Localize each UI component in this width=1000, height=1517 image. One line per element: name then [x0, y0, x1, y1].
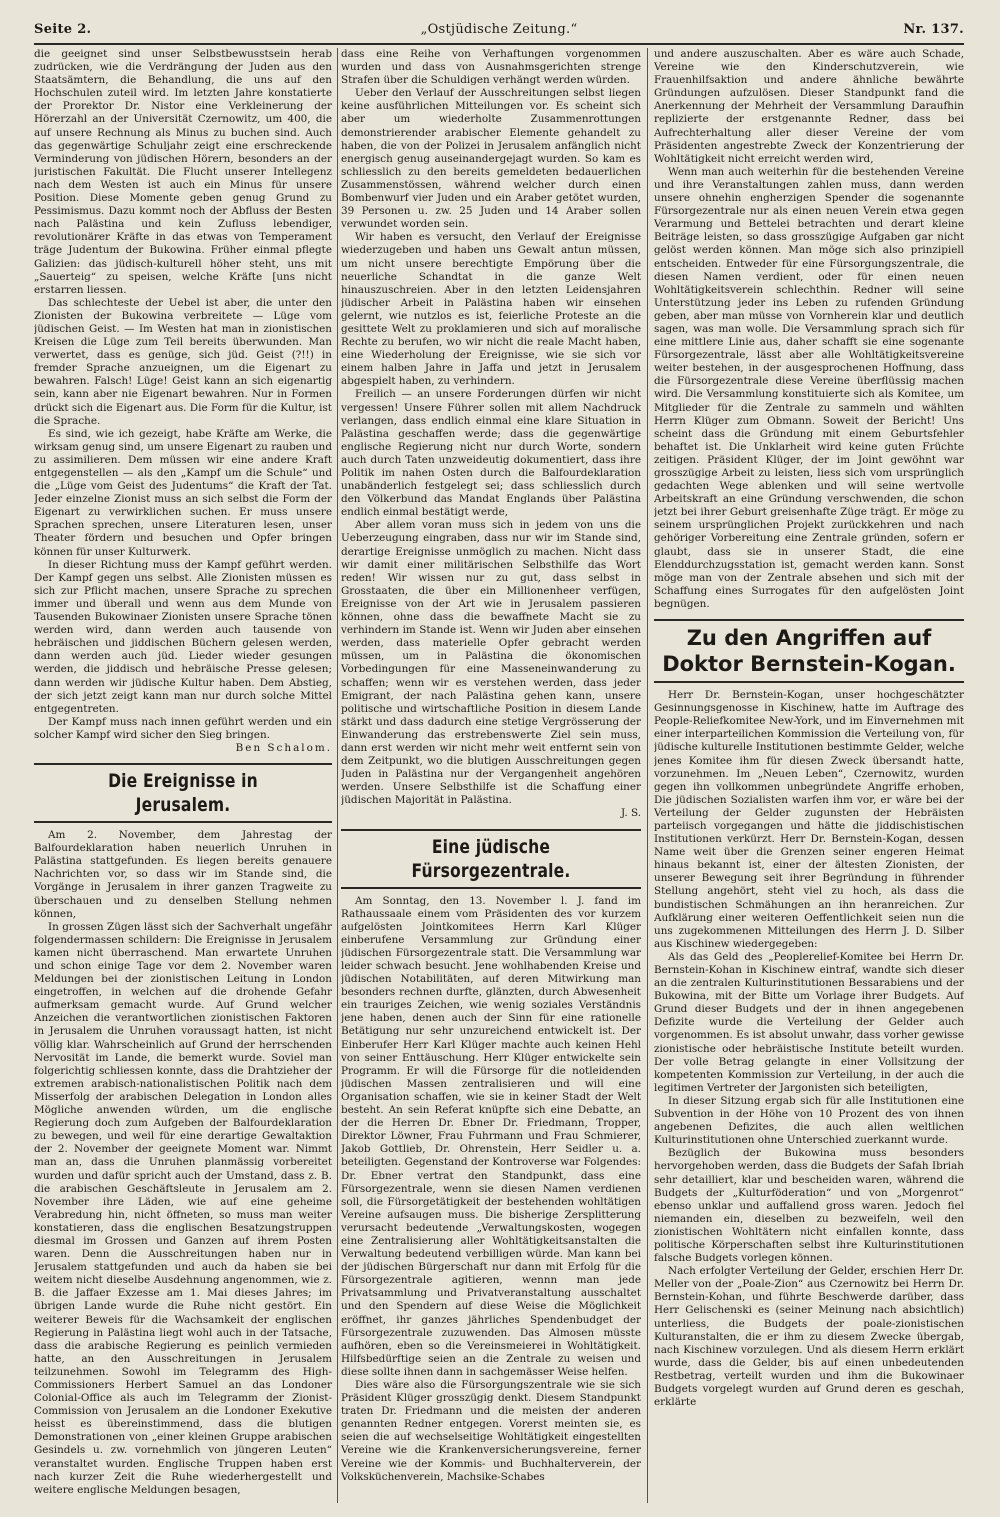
- article-title: Zu den Angriffen auf Doktor Bernstein-Kogan.: [662, 626, 956, 677]
- column-rule: [647, 48, 648, 1503]
- article-title: Die Ereignisse in Jerusalem.: [108, 770, 258, 817]
- paragraph: In dieser Richtung muss der Kampf geführt werden. Der Kampf gegen uns selbst. Alle Zionisten müssen es sich zur Pflicht machen, unsere Sprache zu sprechen immer und überall und wenn aus dem Munde von Tausenden Bukowinaer Zionisten unsere Sprache tönen werden wird, dann werden auch tausende von hebräischen und jiddischen Büchern gelesen werden, dann werden auch jüd. Lieder wieder gesungen werden, die jiddisch und hebräische Presse gelesen; dann werden wir jüdische Kultur haben. Dem Abstieg, der sich jetzt zeigt kann man nur durch solche Mittel entgegentreten.: [34, 558, 332, 715]
- paragraph: Ueber den Verlauf der Ausschreitungen selbst liegen keine ausführlichen Mitteilungen vor. Es scheint sich aber um wiederholte Zusammenrottungen demonstrierender arabischer Elemente gehandelt zu haben, die von der Polizei in Jerusalem anfänglich nicht energisch genug auseinandergejagt wurden. So kam es schliesslich zu den bereits gemeldeten bedauerlichen Zusammenstössen, während welcher durch einen Bombenwurf vier Juden und ein Araber getötet wurden, 39 Personen u. zw. 25 Juden und 14 Araber sollen verwundet worden sein.: [341, 87, 641, 231]
- paragraph: Der Kampf muss nach innen geführt werden und ein solcher Kampf wird sicher den Sieg bringen.: [34, 715, 332, 741]
- paragraph: Herr Dr. Bernstein-Kogan, unser hochgeschätzter Gesinnungsgenosse in Kischinew, hatte im Auftrage des People-Reliefkomitee New-York, und im Einvernehmen mit einer interparteilichen Kommission die Verteilung von, für jüdische kulturelle Institutionen bestimmte Gelder, welche jenes Komitee ihm für diesen Zweck übersandt hatte, vorzunehmen. Im „Neuen Leben“, Czernowitz, wurden gegen ihn vollkommen unbegründete Angriffe erhoben, Die jüdischen Sozialisten warfen ihm vor, er wäre bei der Verteilung der Gelder zugunsten der Hebräisten parteiisch vorgegangen und hätte die jiddischistischen Institutionen verkürzt. Herr Dr. Bernstein-Kogan, dessen Name weit über die Grenzen seiner engeren Heimat hinaus bekannt ist, einer der ältesten Zionisten, der unserer Bewegung seit ihrer Begründung in führender Stellung angehört, steht viel zu hoch, als dass die bundistischen Schmähungen an ihn heranreichen. Zur Aufklärung einer weiteren Oeffentlichkeit seien nun die uns zugekommenen Mitteilungen des Herrn J. D. Silber aus Kischinew wiedergegeben:: [654, 689, 964, 950]
- issue-number: Nr. 137.: [903, 22, 964, 37]
- paragraph: Das schlechteste der Uebel ist aber, die unter den Zionisten der Bukowina verbreitete — Lüge vom jüdischen Geist. — Im Westen hat man in zionistischen Kreisen die Lüge zum Teil bereits überwunden. Man verwertet, dass es genüge, sich jüd. Geist (?!!) in fremder Sprache anzueignen, um die Eigenart zu bewahren. Falsch! Lüge! Geist kann an sich eigenartig sein, kann aber nie Eigenart bewahren. Nur in Formen drückt sich die Eigenart aus. Die Form für die Kultur, ist die Sprache.: [34, 296, 332, 427]
- paragraph: Am Sonntag, den 13. November l. J. fand im Rathaussaale einem vom Präsidenten des vor kurzem aufgelösten Jointkomitees Herrn Karl Klüger einberufene Versammlung zur Gründung einer jüdischen Fürsorgezentrale statt. Die Versammlung war leider schwach besucht. Jene wohlhabenden Kreise und jüdischen Notabilitäten, auf deren Mitwirkung man besonders rechnen durfte, glänzten, durch Abwesenheit ein trauriges Zeichen, wie wenig soziales Verständnis jene haben, denen auch der Sinn für eine rationelle Betätigung nur sehr unzureichend entwickelt ist. Der Einberufer Herr Karl Klüger machte auch keinen Hehl von seiner Enttäuschung. Herr Klüger entwickelte sein Programm. Er will die Fürsorge für die notleidenden jüdischen Massen zentralisieren und will eine Organisation schaffen, wie sie in keiner Stadt der Welt besteht. An sein Referat knüpfte sich eine Debatte, an der die Herren Dr. Ebner Dr. Friedmann, Tropper, Direktor Löwner, Frau Fuhrmann und Frau Schmierer, Jakob Gottlieb, Dr. Ohrenstein, Herr Seidler u. a. beteiligten. Gegenstand der Kontroverse war Folgendes: Dr. Ebner vertrat den Standpunkt, dass eine Fürsorgezentrale, wenn sie diesen Namen verdienen soll, die Fürsorgetätigkeit der bestehenden wohltätigen Vereine aufsaugen muss. Die bisherige Zersplitterung verursacht bedeutende „Verwaltungskosten, wogegen eine Zentralisierung aller Wohltätigkeitsanstalten die Verwaltung bedeutend verbilligen würde. Man kann bei der jüdischen Bürgerschaft nur dann mit Erfolg für die Fürsorgezentrale agitieren, wennn man jede Privatsammlung und Privatveranstaltung ausschaltet und den Spendern auf diese Weise die Möglichkeit eröffnet, ihr ganzes jährliches Spendenbudget der Fürsorgezentrale zuzuwenden. Das Almosen müsste aufhören, eben so die Vereinsmeierei in Wohltätigkeit. Hilfsbedürftige seien an die Zentrale zu weisen und diese sollte ihnen dann in sachgemässer Weise helfen.: [341, 894, 641, 1378]
- paragraph: Nach erfolgter Verteilung der Gelder, erschien Herr Dr. Meller von der „Poale-Zion“ aus Czernowitz bei Herrn Dr. Bernstein-Kohan, und führte Beschwerde darüber, dass Herr Gelischenski es (seiner Meinung nach absichtlich) unterliess, die Budgets der poale-zionistischen Kulturanstalten, die er ihm zu diesem Zwecke übergab, nach Kischinew vorzulegen. Und als diesem Herrn erklärt wurde, dass die Gelder, bis auf einen unbedeutenden Restbetrag, verteilt wurden und ihm die Bukowinaer Budgets vorgelegt wurden auf Grund deren es geschah, erklärte: [654, 1265, 964, 1409]
- paragraph: In dieser Sitzung ergab sich für alle Institutionen eine Subvention in der Höhe von 10 Prozent des von ihnen angebenen Defizites, die auch allen weltlichen Kulturinstitutionen ohne Unterschied zuerkannt wurde.: [654, 1094, 964, 1147]
- column-2: [341, 48, 641, 1503]
- article-title: Eine jüdische Fürsorgezentrale.: [411, 835, 571, 882]
- paragraph: die geeignet sind unser Selbstbewusstsein herab zudrücken, wie die Verdrängung der Juden aus den Staatsämtern, die Behandlung, die uns auf den Hochschulen zuteil wird. Im letzten Jahre konstatierte der Prorektor Dr. Nistor eine Verkleinerung der Hörerzahl an der Universität Czernowitz, um 400, die auf unsere Rechnung als Minus zu buchen sind. Auch das gegenwärtige Schuljahr zeigt eine erschreckende Verminderung von jüdischen Hörern, besonders an der juristischen Fakultät. Die Flucht unserer Intellegenz nach dem Westen ist auch ein Minus für unsere Position. Diese Momente geben genug Grund zu Pessimismus. Dazu kommt noch der Abfluss der Besten nach Palästina und kein Zufluss lebendiger, revolutionärer Kräfte in das etwas von Temperament träge Judentum der Bukowina. Früher einmal pflegte Galizien: das jüdisch-kulturell höher steht, uns mit „Sauerteig“ zu speisen, welche Kräfte [uns nicht erstarren liessen.: [34, 48, 332, 296]
- paragraph: Freilich — an unsere Forderungen dürfen wir nicht vergessen! Unsere Führer sollen mit allem Nachdruck verlangen, dass endlich einmal eine klare Situation in Palästina geschaffen werde; dass die gegenwärtige englische Regierung nicht nur durch Worte, sondern auch durch Taten unzweideutig dokumentiert, dass ihre Politik im nahen Osten durch die Balfourdeklaration unabänderlich festgelegt sei; dass schliesslich durch den Völkerbund das Mandat Englands über Palästina endlich einmal bestätigt werde,: [341, 388, 641, 519]
- header-rule: [34, 43, 964, 45]
- article-heading-box: [654, 619, 964, 683]
- author-initials: J. S.: [620, 807, 641, 820]
- newspaper-title: „Ostjüdische Zeitung.“: [420, 22, 578, 37]
- column-rule: [337, 48, 338, 1503]
- paragraph: Am 2. November, dem Jahrestag der Balfourdeklaration haben neuerlich Unruhen in Palästina stattgefunden. Es liegen bereits genauere Nachrichten vor, so dass wir im Stande sind, die Vorgänge in Jerusalem in ihrer ganzen Tragweite zu überschauen und zu denselben Stellung nehmen können,: [34, 829, 332, 920]
- paragraph: Wir haben es versucht, den Verlauf der Ereignisse wiederzugeben und haben uns Gewalt antun müssen, um nicht unsere berechtigte Empörung über die neuerliche Schandtat in die ganze Welt hinauszuschreien. Aber in den letzten Leidensjahren jüdischer Arbeit in Palästina haben wir einsehen gelernt, wie nutzlos es ist, feierliche Proteste an die gesittete Welt zu proklamieren und sich auf moralische Rechte zu berufen, wo wir nicht die reale Macht haben, eine Wiederholung der Ereignisse, wie sie sich vor einem halben Jahre in Jaffa und jetzt in Jerusalem abgespielt haben, zu verhindern.: [341, 231, 641, 388]
- paragraph: Dies wäre also die Fürsorgungszentrale wie sie sich Präsident Klüger grosszügig denkt. Diesem Standpunkt traten Dr. Friedmann und die meisten der anderen genannten Redner entgegen. Vorerst meinten sie, es seien die auf wechselseitige Wohltätigkeit eingestellten Vereine wie die Krankenversicherungsvereine, ferner Vereine wie der Kommis- und Buchhalterverein, der Volksküchenverein, Machsike-Schabes: [341, 1379, 641, 1483]
- column-3: [654, 48, 964, 1503]
- paragraph: Aber allem voran muss sich in jedem von uns die Ueberzeugung eingraben, dass nur wir im Stande sind, derartige Ereignisse unmöglich zu machen. Nicht dass wir damit einer militärischen Selbsthilfe das Wort reden! Wir wissen nur zu gut, dass selbst in Grosstaaten, die über ein Millionenheer verfügen, Ereignisse von der Art wie in Jerusalem passieren können, ohne dass die bewaffnete Macht sie zu verhindern im Stande ist. Wenn wir Juden aber einsehen werden, dass materielle Opfer gebracht werden müssen, um in Palästina die ökonomischen Vorbedingungen für eine Masseneinwanderung zu schaffen; wenn wir es verstehen werden, dass jeder Emigrant, der nach Palästina gehen kann, unsere politische und wirtschaftliche Position in diesem Lande stärkt und dass dadurch eine stetige Vergrösserung der Einwanderung das erstrebenswerte Ziel sein muss, dann erst werden wir nicht mehr weit entfernt sein von dem Zeitpunkt, wo die blutigen Ausschreitungen gegen Juden in Palästina nur der Vergangenheit angehören werden. Unsere Selbsthilfe ist die Schaffung einer jüdischen Majorität in Palästina.: [341, 519, 641, 807]
- paragraph: Es sind, wie ich gezeigt, habe Kräfte am Werke, die wirksam genug sind, um unsere Eigenart zu rauben und zu assimilieren. Dem müssen wir eine andere Kraft entgegenstellen — als den „Kampf um die Schule“ und die „Lüge vom Geist des Judentums“ die Kraft der Tat. Jeder einzelne Zionist muss an sich selbst die Form der Eigenart zu verwirklichen suchen. Er muss unsere Sprachen sprechen, unsere Literaturen lesen, unser Theater fördern und besuchen und Opfer bringen können für unser Kulturwerk.: [34, 427, 332, 558]
- paragraph: In grossen Zügen lässt sich der Sachverhalt ungefähr folgendermassen schildern: Die Ereignisse in Jerusalem kamen nicht überraschend. Man erwartete Unruhen und schon einige Tage vor dem 2. November waren Meldungen bei der zionistischen Leitung in London eingetroffen, in welchen auf die drohende Gefahr aufmerksam gemacht wurde. Auf Grund welcher Anzeichen die verantwortlichen zionistischen Faktoren in Jerusalem die Unruhen voraussagt hatten, ist nicht völlig klar. Wahrscheinlich auf Grund der herrschenden Nervosität im Lande, die bemerkt wurde. Soviel man folgerichtig schliessen konnte, dass die Drahtzieher der extremen arabisch-nationalistischen Politik nach dem Misserfolg der arabischen Delegation in London alles Mögliche anwenden würden, um die englische Regierung doch zum Aufgeben der Balfourdeklaration zu bewegen, und weil für eine derartige Gewaltaktion der 2. November der geeignete Moment war. Nimmt man an, dass die Unruhen planmässig vorbereitet wurden und dafür spricht auch der Umstand, dass z. B. die arabischen Geschäftsleute in Jerusalem am 2. November ihre Läden, wie auf eine geheime Verabredung hin, nicht öffneten, so muss man weiter konstatieren, dass die englischen Besatzungstruppen diesmal im Grossen und Ganzen auf ihrem Posten waren. Denn die Ausschreitungen haben nur in Jerusalem stattgefunden und auch da haben sie bei weitem nicht dieselbe Ausdehnung angenommen, wie z. B. die Jaffaer Exzesse am 1. Mai dieses Jahres; im übrigen Lande wurde die Ruhe nicht gestört. Ein weiterer Beweis für die Wachsamkeit der englischen Regierung in Palästina liegt wohl auch in der Tatsache, dass die arabische Regierung es peinlich vermieden hatte, an den Ausschreitungen in Jerusalem teilzunehmen. Sowohl im Telegramm des High-Commissioners Herbert Samuel an das Londoner Colonial-Office als auch im Telegramm der Zionist-Commission von Jerusalem an die Londoner Exekutive heisst es übereinstimmend, dass die blutigen Demonstrationen von „einer kleinen Gruppe arabischen Gesindels u. zw. vornehmlich von jüngeren Leuten“ veranstaltet wurden. Englische Truppen haben erst nach kurzer Zeit die Ruhe wiederhergestellt und weitere englische Meldungen besagen,: [34, 920, 332, 1496]
- article-heading-box: [341, 829, 641, 889]
- paragraph: Als das Geld des „Peoplerelief-Komitee bei Herrn Dr. Bernstein-Kohan in Kischinew eintraf, wandte sich dieser an die zentralen Kulturinstitutionen Bessarabiens und der Bukowina, mit der Bitte um Vorlage ihrer Budgets. Auf Grund dieser Budgets und der in ihnen angegebenen Defizite wurde die Verteilung der Gelder auch vorgenommen. Es ist absolut unwahr, dass vorher gewisse zionistische oder hebräistische Institute beteilt wurden. Der volle Betrag gelangte in einer Vollsitzung der kompetenten Kommission zur Verteilung, in der auch die legitimen Vertreter der Jargonisten sich beteiligten,: [654, 950, 964, 1094]
- author-signature: Ben Schalom.: [235, 741, 332, 754]
- article-heading-box: [34, 763, 332, 823]
- paragraph: und andere auszuschalten. Aber es wäre auch Schade, Vereine wie den Kinderschutzverein, wie Frauenhilfsaktion und andere ähnliche bewährte Gründungen aufzulösen. Dieser Standpunkt fand die Anerkennung der Mehrheit der Versammlung Daraufhin replizierte der erstgenannte Redner, dass bei Aufrechterhaltung aller dieser Vereine der vom Präsidenten angestrebte Zweck der Konzentrierung der Wohltätigkeit nicht erreicht werden wird,: [654, 48, 964, 165]
- page-number: Seite 2.: [34, 22, 92, 37]
- paragraph: Bezüglich der Bukowina muss besonders hervorgehoben werden, dass die Budgets der Safah Ibriah sehr detailliert, klar und bescheiden waren, während die Budgets der „Kulturföderation“ und von „Morgenrot“ ebenso unklar und auffallend gross waren. Jedoch fiel niemanden ein, dieselben zu bezweifeln, weil den zionistischen Wohltätern nicht einfallen konnte, dass politische Körperschaften selbst ihre Kulturinstitutionen falsche Budgets vorlegen können.: [654, 1147, 964, 1265]
- page-header: [34, 18, 964, 40]
- column-1: [34, 48, 332, 1503]
- paragraph: dass eine Reihe von Verhaftungen vorgenommen wurden und dass von Ausnahmsgerichten strenge Strafen über die Schuldigen verhängt werden würden.: [341, 48, 641, 87]
- paragraph: Wenn man auch weiterhin für die bestehenden Vereine und ihre Veranstaltungen zahlen muss, dann werden unsere ohnehin engherzigen Spender die sogenannte Fürsorgezentrale nur als einen neuen Verein etwa gegen Verarmung und Bettelei betrachten und derart kleine Beiträge leisten, so dass grosszügige Aufgaben gar nicht gelöst werden können. Man möge sich also prinzipiell entscheiden. Entweder für eine Fürsorgungszentrale, die diesen Namen verdient, oder für einen neuen Wohltätigkeitsverein schlechthin. Redner will seine Unterstützung jeder ins Leben zu rufenden Gründung geben, aber man müsse von Vornherein klar und deutlich sagen, was man wolle. Die Versammlung sprach sich für eine mittlere Linie aus, daher schafft sie eine sogenante Fürsorgezentrale, lässt aber alle Wohltätigkeitsvereine weiter bestehen, in der ausgesprochenen Hoffnung, dass die Fürsorgezentrale diese Vereine überflüssig machen wird. Die Versammlung konstituierte sich als Komitee, um Mitglieder für die Zentrale zu sammeln und wählten Herrn Klüger zum Obmann. Soweit der Bericht! Uns scheint dass die Gründung mit einem Geburtsfehler behaftet ist. Die Unklarheit wird keine guten Früchte zeitigen. Präsident Klüger, der im Joint gewöhnt war grosszügige Arbeit zu leisten, liess sich vom ursprünglich gedachten Wege ablenken und will seine wertvolle Arbeitskraft an eine Gründung verschwenden, die schon jetzt bei ihrer Geburt greisenhafte Züge trägt. Er möge zu seinem ursprünglichen Projekt zurückkehren und nach gehöriger Vorbereitung eine Zentrale gründen, sofern er glaubt, dass sie in unserer Stadt, die eine Elenddurchzugsstation ist, gemacht werden kann. Sonst möge man von der Zentrale absehen und sich mit der Schaffung eines Surrogates für den aufgelösten Joint begnügen.: [654, 165, 964, 610]
